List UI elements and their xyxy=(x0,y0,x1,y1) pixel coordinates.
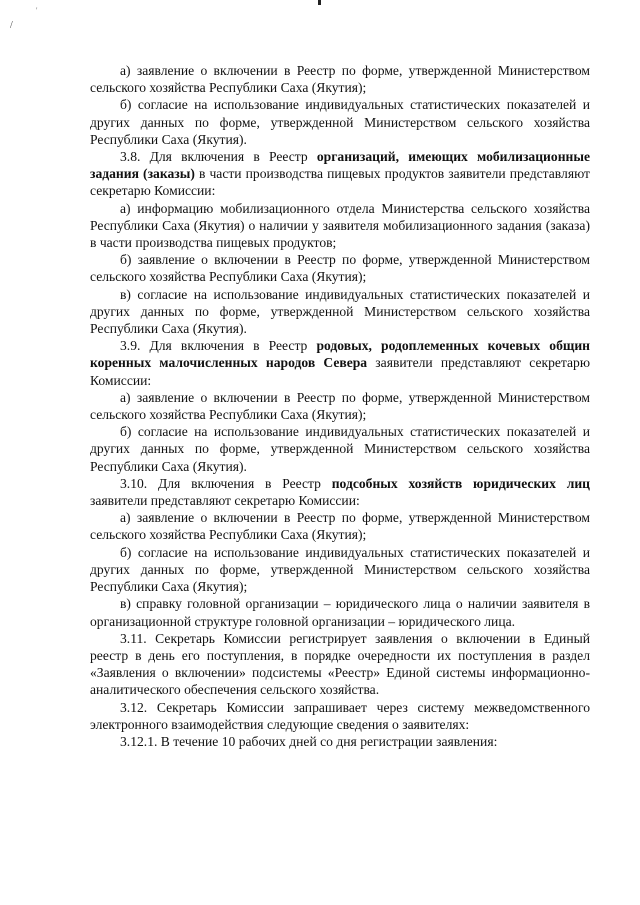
paragraph-3-8-b: б) заявление о включении в Реестр по форме, утвержденной Министерством сельского хозяйства Республики Саха (Якутия); xyxy=(90,252,590,285)
paragraph-3-10 xyxy=(90,475,590,509)
paragraph-bold-term: родовых, родоплеменных кочевых общин коренных малочисленных народов Севера xyxy=(90,338,591,371)
paragraph-3-8 xyxy=(90,148,590,200)
paragraph-3-9 xyxy=(90,337,590,389)
paragraph-lead: 3.8. Для включения в Реестр xyxy=(120,149,317,165)
paragraph-tail: в части производства пищевых продуктов заявители представляют секретарю Комиссии: xyxy=(90,166,590,199)
paragraph-3-7-b: б) согласие на использование индивидуальных статистических показателей и других данных по форме, утвержденной Министерством сельского хозяйства Республики Саха (Якутия). xyxy=(90,97,590,147)
page-top-mark xyxy=(318,0,321,5)
document-body xyxy=(90,62,590,750)
paragraph-3-12: 3.12. Секретарь Комиссии запрашивает через систему межведомственного электронного взаимодействия следующие сведения о заявителях: xyxy=(90,699,590,732)
margin-tick: ' xyxy=(36,6,38,15)
paragraph-lead: 3.10. Для включения в Реестр xyxy=(120,475,332,491)
paragraph-tail: заявители представляют секретарю Комиссии: xyxy=(90,355,590,388)
paragraph-bold-term: подсобных хозяйств юридических лиц xyxy=(331,475,590,491)
paragraph-3-9-b: б) согласие на использование индивидуальных статистических показателей и других данных по форме, утвержденной Министерством сельского хозяйства Республики Саха (Якутия). xyxy=(90,424,590,474)
paragraph-3-10-a: а) заявление о включении в Реестр по форме, утвержденной Министерством сельского хозяйства Республики Саха (Якутия); xyxy=(90,510,590,543)
paragraph-3-12-1: 3.12.1. В течение 10 рабочих дней со дня регистрации заявления: xyxy=(120,733,498,749)
paragraph-3-8-a: а) информацию мобилизационного отдела Министерства сельского хозяйства Республики Саха (Якутия) о наличии у заявителя мобилизационного задания (заказа) в части производства пищевых продуктов; xyxy=(90,200,590,251)
margin-mark: / xyxy=(10,20,13,31)
paragraph-3-9-a: а) заявление о включении в Реестр по форме, утвержденной Министерством сельского хозяйства Республики Саха (Якутия); xyxy=(90,389,590,423)
paragraph-3-10-b: б) согласие на использование индивидуальных статистических показателей и других данных по форме, утвержденной Министерством сельского хозяйства Республики Саха (Якутия); xyxy=(90,544,590,595)
paragraph-3-7-a: а) заявление о включении в Реестр по форме, утвержденной Министерством сельского хозяйства Республики Саха (Якутия); xyxy=(90,63,590,96)
paragraph-lead: 3.9. Для включения в Реестр xyxy=(120,338,317,354)
paragraph-3-8-c: в) согласие на использование индивидуальных статистических показателей и других данных по форме, утвержденной Министерством сельского хозяйства Республики Саха (Якутия). xyxy=(90,286,590,337)
paragraph-3-11: 3.11. Секретарь Комиссии регистрирует заявления о включении в Единый реестр в день его поступления, в порядке очередности их поступления в раздел «Заявления о включении» подсистемы «Реестр» Единой системы информационно-аналитического обеспечения сельского хозяйства. xyxy=(90,630,590,698)
paragraph-tail: заявители представляют секретарю Комиссии: xyxy=(90,493,360,509)
paragraph-bold-term: организаций, имеющих мобилизационные задания (заказы) xyxy=(90,149,591,182)
paragraph-3-10-c: в) справку головной организации – юридического лица о наличии заявителя в организационной структуре головной организации – юридического лица. xyxy=(90,596,590,629)
